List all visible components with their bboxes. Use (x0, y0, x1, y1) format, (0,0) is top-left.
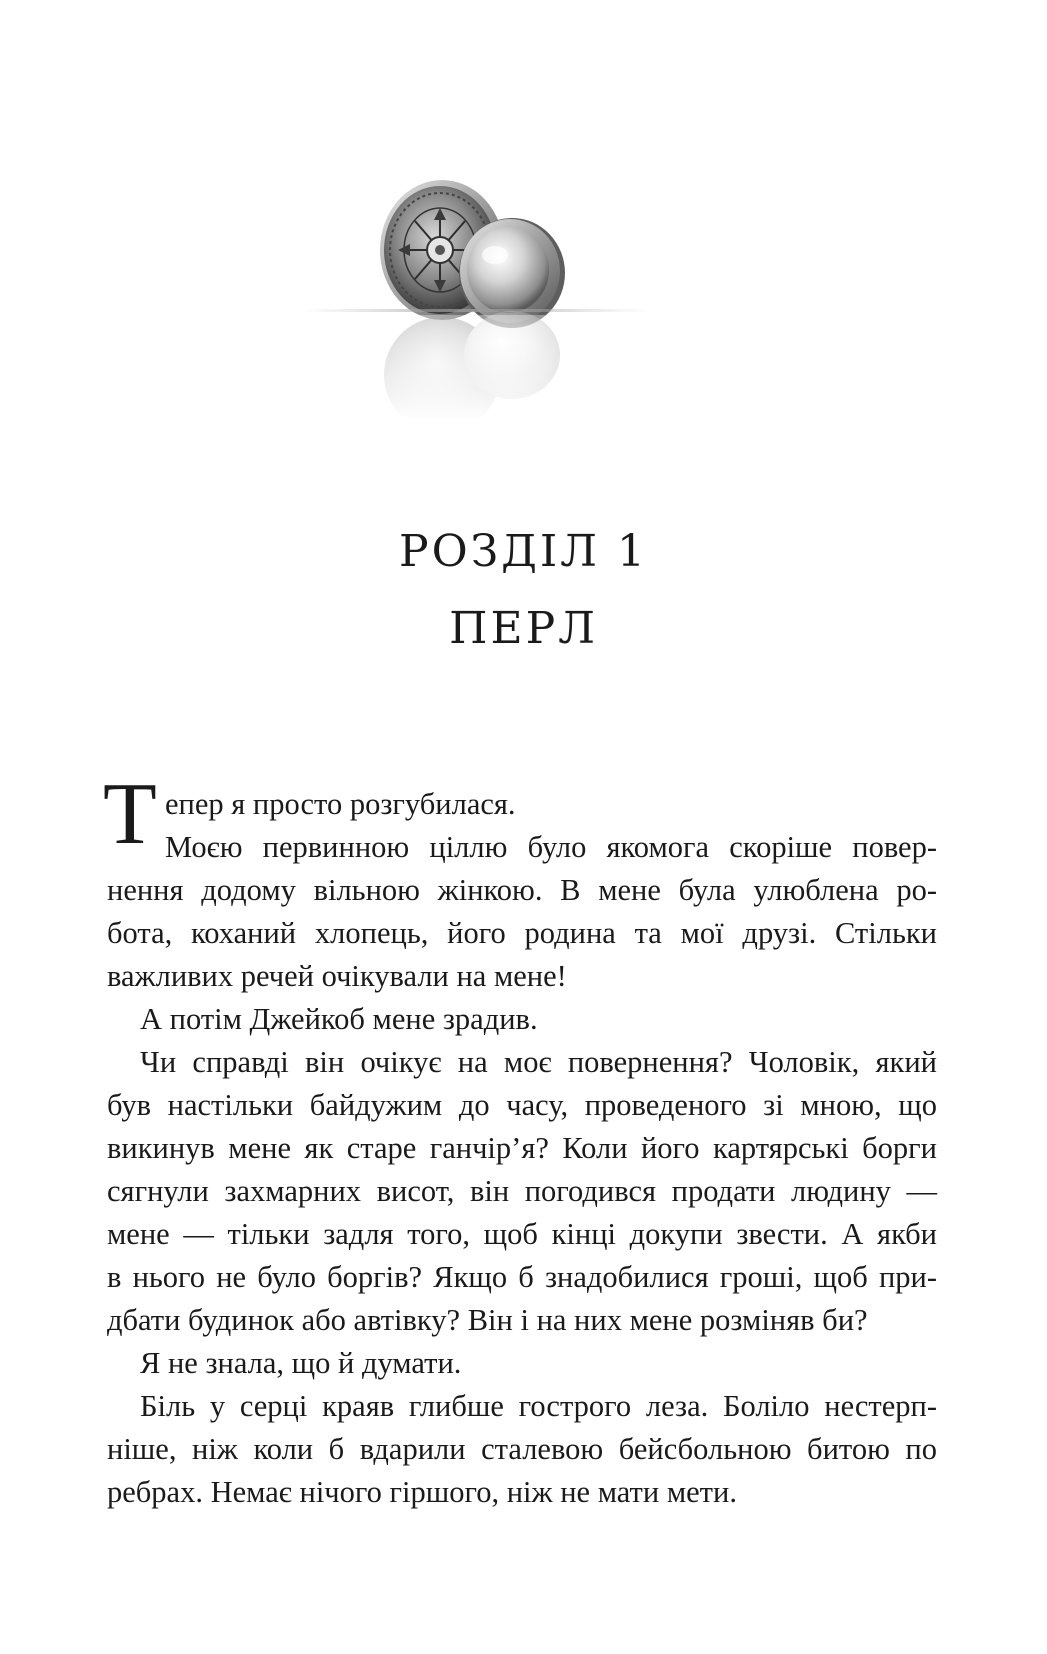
text-line: Чи справді він очікує на моє повернення? Чоловік, який (140, 1045, 937, 1079)
text-line: бота, коханий хлопець, його родина та мої друзі. Стільки (107, 916, 937, 950)
text-line: епер я просто розгубилася. (165, 787, 516, 821)
text-line: ніше, ніж коли б вдарили сталевою бейсбольною битою по (107, 1432, 937, 1466)
text-line: Біль у серці краяв глибше гострого леза. Боліло нестерп- (140, 1389, 937, 1423)
text-line: важливих речей очікували на мене! (107, 959, 567, 993)
text-line: А потім Джейкоб мене зрадив. (140, 1002, 538, 1036)
text-line: дбати будинок або автівку? Він і на них мене розміняв би? (107, 1303, 868, 1337)
text-line: Моєю первинною ціллю було якомога скоріше повер- (165, 830, 937, 864)
ornate-coin-and-pearl-brooch-icon (290, 175, 660, 420)
text-line: сягнули захмарних висот, він погодився продати людину — (107, 1174, 937, 1208)
text-line: ребрах. Немає нічого гіршого, ніж не мати мети. (107, 1475, 737, 1509)
chapter-number: РОЗДІЛ 1 (399, 526, 648, 577)
chapter-title: ПЕРЛ (449, 603, 598, 654)
drop-cap: Т (103, 766, 157, 863)
text-line: був настільки байдужим до часу, проведеного зі мною, що (107, 1088, 937, 1122)
text-line: мене — тільки задля того, щоб кінці докупи звести. А якби (107, 1217, 937, 1251)
text-line: викинув мене як старе ганчір’я? Коли його картярські борги (107, 1131, 937, 1165)
text-line: Я не знала, що й думати. (140, 1346, 462, 1380)
text-line: нення додому вільною жінкою. В мене була улюблена ро- (107, 873, 937, 907)
text-line: в нього не було боргів? Якщо б знадобилися гроші, щоб при- (107, 1260, 937, 1294)
